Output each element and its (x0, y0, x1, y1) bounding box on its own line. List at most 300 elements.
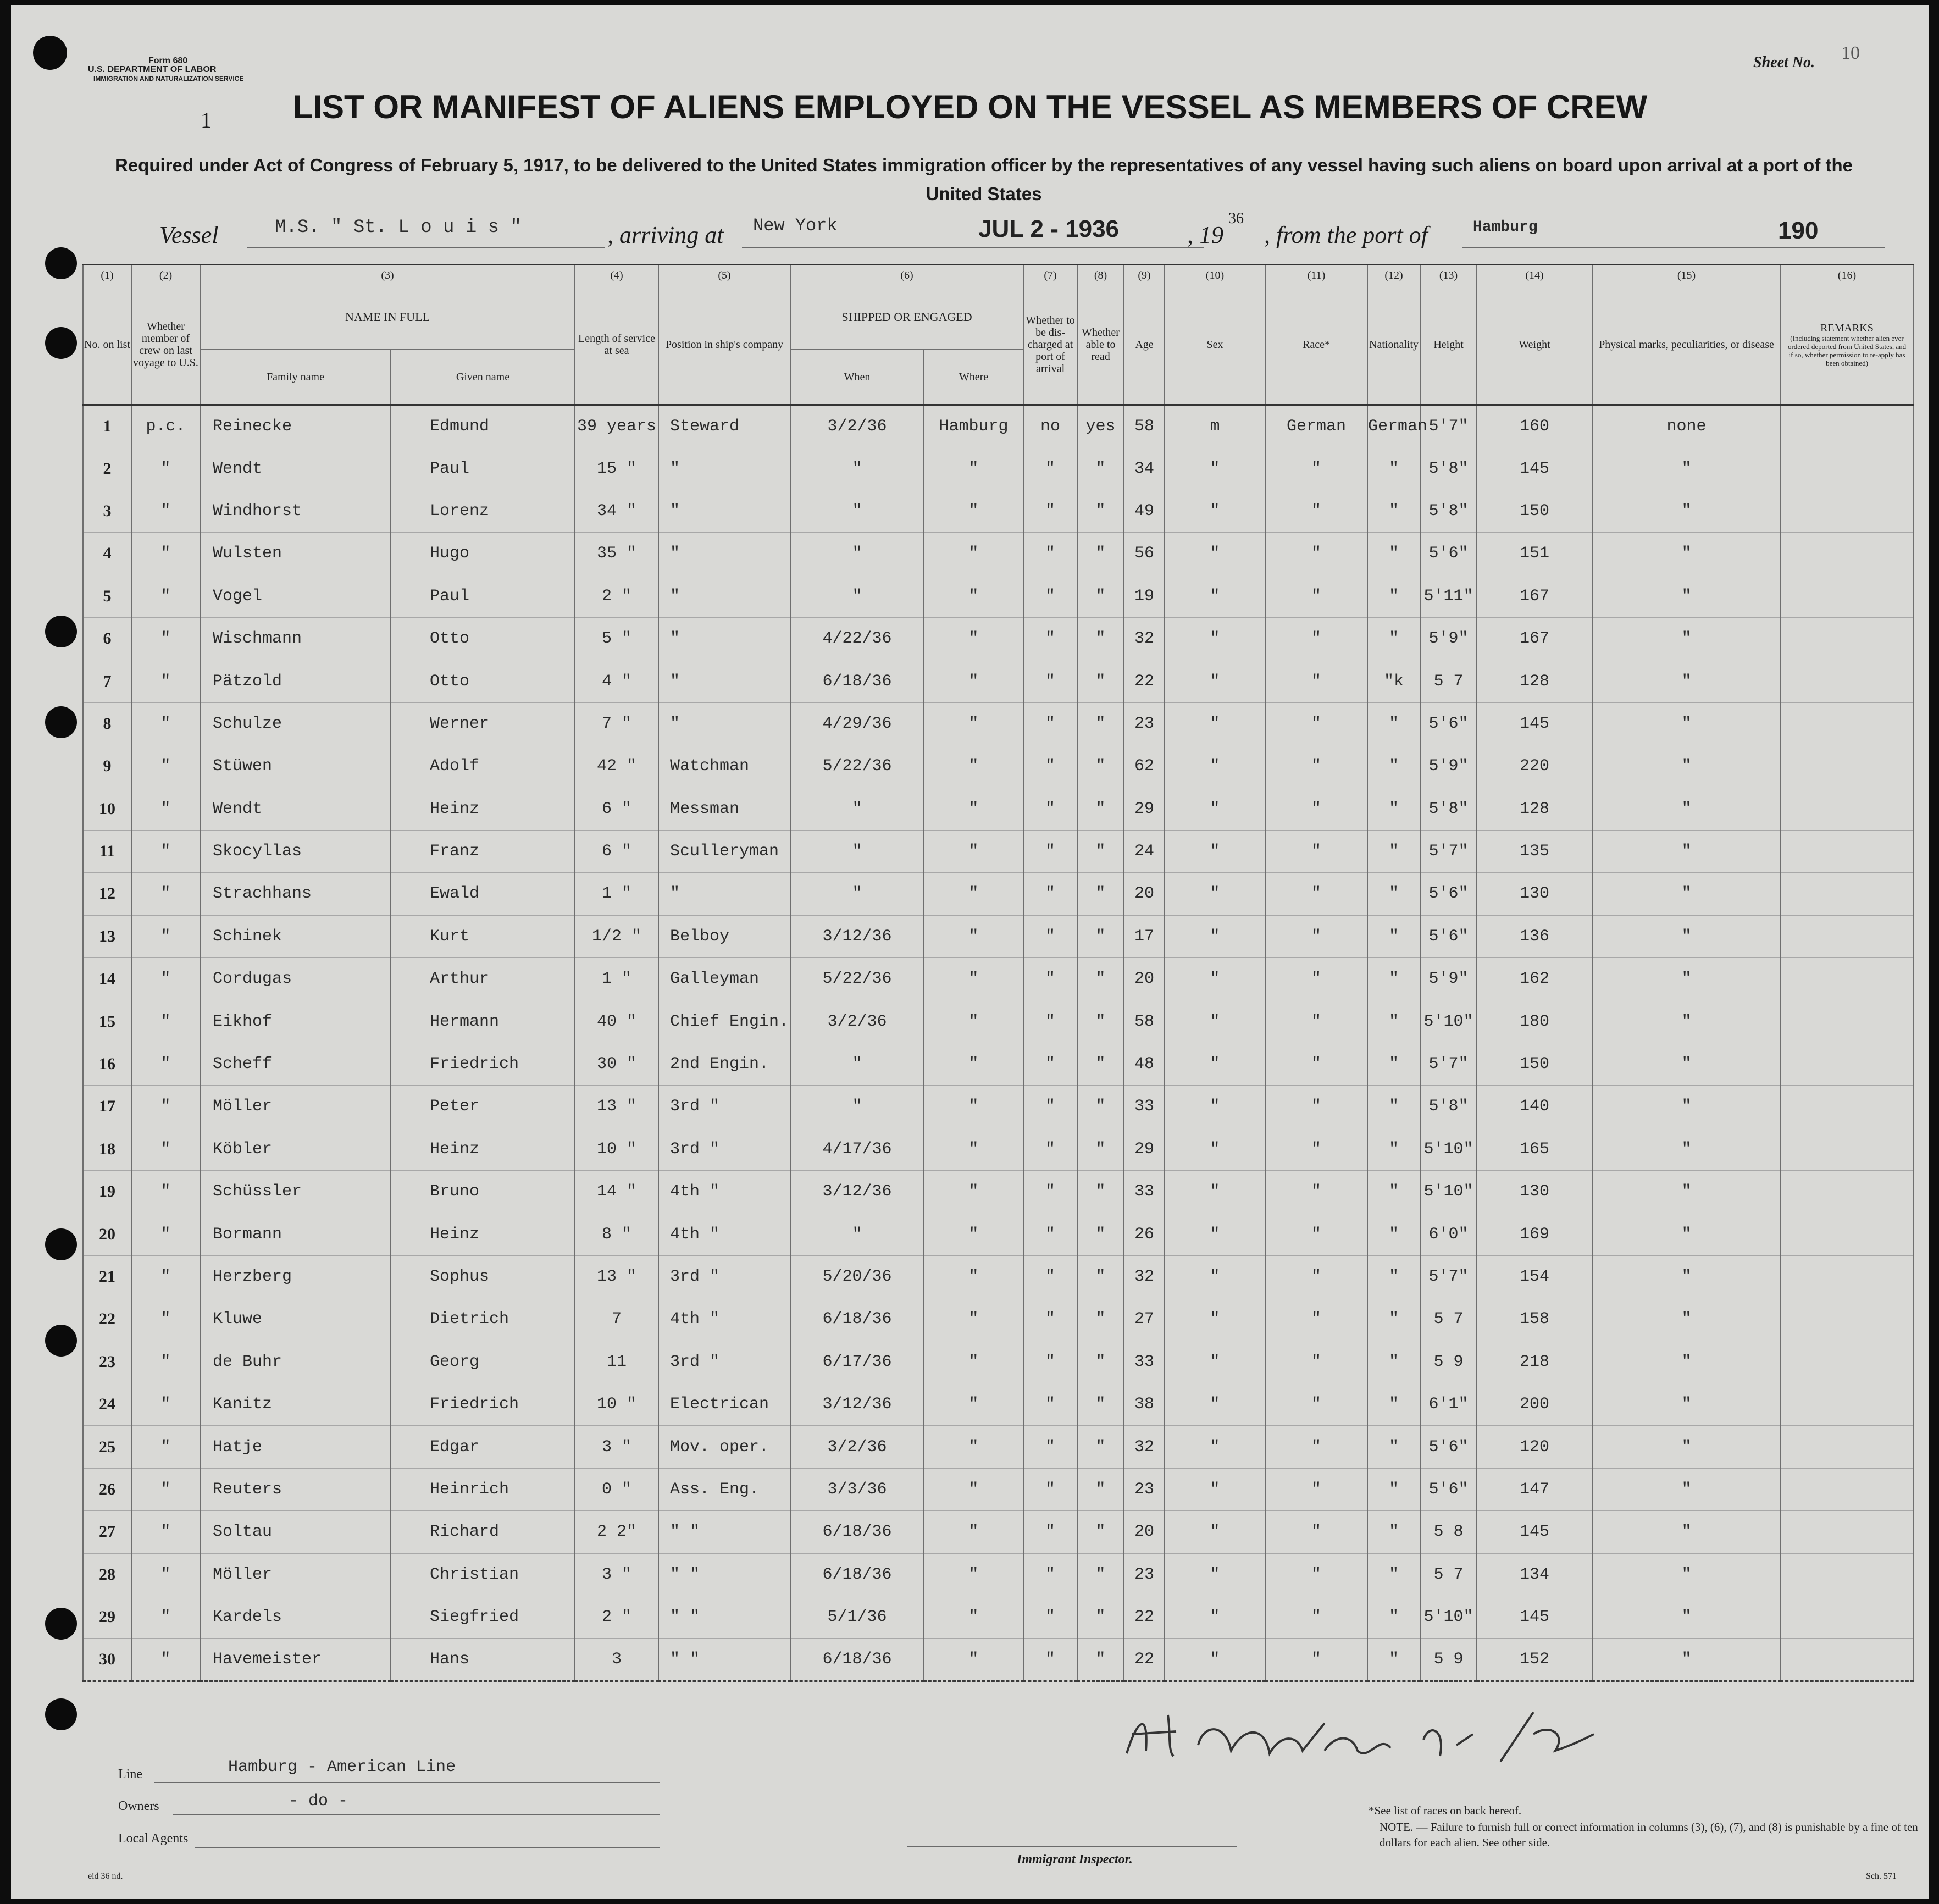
cell-read: " (1077, 1128, 1124, 1170)
cell-when: 6/18/36 (790, 1511, 924, 1553)
cell-height: 5'8" (1420, 447, 1477, 490)
cell-height: 5'11" (1420, 575, 1477, 617)
cell-when: " (790, 1213, 924, 1255)
cell-marks: " (1592, 702, 1781, 745)
cell-discharged: " (1023, 1468, 1077, 1510)
cell-prev: " (131, 1043, 200, 1085)
cell-nationality: " (1367, 958, 1420, 1000)
table-row (83, 1341, 1913, 1383)
cell-where: " (924, 617, 1023, 660)
cell-service: 0 " (575, 1468, 658, 1510)
cell-read: " (1077, 788, 1124, 830)
cell-prev: " (131, 1086, 200, 1128)
header-weight: Weight (1477, 285, 1592, 405)
table-row (83, 1511, 1913, 1553)
cell-read: " (1077, 533, 1124, 575)
cell-marks: " (1592, 830, 1781, 872)
cell-read: " (1077, 1298, 1124, 1341)
cell-no: 7 (83, 660, 131, 702)
cell-sex: " (1165, 788, 1265, 830)
cell-given: Paul (391, 447, 575, 490)
cell-where: " (924, 788, 1023, 830)
cell-prev: " (131, 1000, 200, 1043)
cell-where: " (924, 660, 1023, 702)
cell-position: Mov. oper. (658, 1426, 790, 1468)
cell-position: 3rd " (658, 1255, 790, 1298)
cell-service: 3 (575, 1639, 658, 1681)
cell-prev: " (131, 702, 200, 745)
cell-given: Hans (391, 1639, 575, 1681)
cell-read: " (1077, 1639, 1124, 1681)
cell-age: 38 (1124, 1383, 1165, 1425)
cell-position: " (658, 702, 790, 745)
cell-height: 5'6" (1420, 1426, 1477, 1468)
cell-nationality: " (1367, 1426, 1420, 1468)
cell-service: 5 " (575, 617, 658, 660)
cell-nationality: " (1367, 447, 1420, 490)
cell-where: " (924, 830, 1023, 872)
cell-nationality: " (1367, 1000, 1420, 1043)
cell-when: " (790, 1043, 924, 1085)
cell-discharged: " (1023, 830, 1077, 872)
cell-prev: " (131, 873, 200, 915)
cell-position: Steward (658, 405, 790, 447)
cell-sex: " (1165, 1383, 1265, 1425)
cell-read: " (1077, 490, 1124, 532)
cell-where: " (924, 1639, 1023, 1681)
column-number: (3) (200, 265, 575, 286)
cell-height: 5'6" (1420, 702, 1477, 745)
cell-race: " (1265, 958, 1367, 1000)
sheet-number: 10 (1841, 43, 1860, 63)
cell-position: 3rd " (658, 1086, 790, 1128)
cell-race: " (1265, 745, 1367, 788)
cell-read: " (1077, 830, 1124, 872)
cell-marks: " (1592, 1639, 1781, 1681)
cell-where: " (924, 1426, 1023, 1468)
cell-when: 3/12/36 (790, 1383, 924, 1425)
cell-nationality: " (1367, 1553, 1420, 1596)
cell-weight: 152 (1477, 1639, 1592, 1681)
cell-family: Hatje (200, 1426, 391, 1468)
cell-position: 4th " (658, 1213, 790, 1255)
cell-family: Stüwen (200, 745, 391, 788)
cell-when: " (790, 830, 924, 872)
table-row (83, 1255, 1913, 1298)
cell-family: Cordugas (200, 958, 391, 1000)
cell-remarks (1781, 1128, 1913, 1170)
cell-no: 28 (83, 1553, 131, 1596)
cell-read: " (1077, 1086, 1124, 1128)
column-number: (7) (1023, 265, 1077, 286)
table-row (83, 490, 1913, 532)
cell-no: 8 (83, 702, 131, 745)
cell-position: " (658, 660, 790, 702)
cell-age: 33 (1124, 1171, 1165, 1213)
cell-position: 4th " (658, 1298, 790, 1341)
arriving-label: , arriving at (607, 222, 724, 248)
cell-race: " (1265, 1298, 1367, 1341)
cell-service: 2 " (575, 1596, 658, 1638)
cell-nationality: "k (1367, 660, 1420, 702)
cell-position: 3rd " (658, 1128, 790, 1170)
table-row (83, 1128, 1913, 1170)
cell-height: 5'6" (1420, 915, 1477, 957)
cell-race: " (1265, 788, 1367, 830)
cell-no: 27 (83, 1511, 131, 1553)
cell-discharged: " (1023, 1426, 1077, 1468)
cell-age: 26 (1124, 1213, 1165, 1255)
cell-height: 6'1" (1420, 1383, 1477, 1425)
cell-weight: 128 (1477, 788, 1592, 830)
cell-marks: " (1592, 1043, 1781, 1085)
cell-height: 5'9" (1420, 958, 1477, 1000)
cell-read: " (1077, 1511, 1124, 1553)
table-row (83, 915, 1913, 957)
cell-discharged: " (1023, 1383, 1077, 1425)
cell-service: 1 " (575, 958, 658, 1000)
cell-sex: " (1165, 1639, 1265, 1681)
cell-age: 22 (1124, 1596, 1165, 1638)
cell-discharged: " (1023, 1341, 1077, 1383)
table-row (83, 1383, 1913, 1425)
cell-no: 1 (83, 405, 131, 447)
cell-given: Sophus (391, 1255, 575, 1298)
cell-no: 18 (83, 1128, 131, 1170)
cell-when: " (790, 490, 924, 532)
cell-remarks (1781, 660, 1913, 702)
cell-discharged: no (1023, 405, 1077, 447)
cell-race: " (1265, 1341, 1367, 1383)
cell-where: " (924, 958, 1023, 1000)
cell-age: 62 (1124, 745, 1165, 788)
cell-read: " (1077, 1383, 1124, 1425)
column-number: (8) (1077, 265, 1124, 286)
cell-service: 13 " (575, 1255, 658, 1298)
cell-where: " (924, 1043, 1023, 1085)
cell-read: " (1077, 660, 1124, 702)
cell-race: " (1265, 575, 1367, 617)
cell-prev: " (131, 1341, 200, 1383)
cell-remarks (1781, 1596, 1913, 1638)
cell-marks: " (1592, 915, 1781, 957)
cell-given: Heinz (391, 788, 575, 830)
cell-read: " (1077, 915, 1124, 957)
cell-where: " (924, 1383, 1023, 1425)
cell-where: Hamburg (924, 405, 1023, 447)
cell-sex: " (1165, 1255, 1265, 1298)
table-row (83, 533, 1913, 575)
cell-position: " (658, 490, 790, 532)
cell-prev: " (131, 533, 200, 575)
owners-value: - do - (289, 1792, 348, 1811)
cell-discharged: " (1023, 617, 1077, 660)
cell-family: Skocyllas (200, 830, 391, 872)
cell-height: 5'10" (1420, 1128, 1477, 1170)
cell-read: " (1077, 1171, 1124, 1213)
cell-read: " (1077, 1596, 1124, 1638)
cell-race: " (1265, 490, 1367, 532)
header-position: Position in ship's company (658, 285, 790, 405)
cell-nationality: " (1367, 490, 1420, 532)
cell-remarks (1781, 490, 1913, 532)
cell-nationality: " (1367, 873, 1420, 915)
cell-when: 6/18/36 (790, 1298, 924, 1341)
cell-read: " (1077, 1426, 1124, 1468)
cell-when: 6/18/36 (790, 1639, 924, 1681)
cell-sex: " (1165, 1171, 1265, 1213)
table-row (83, 660, 1913, 702)
cell-where: " (924, 1298, 1023, 1341)
cell-weight: 151 (1477, 533, 1592, 575)
cell-when: 3/2/36 (790, 405, 924, 447)
cell-position: " (658, 533, 790, 575)
cell-marks: " (1592, 1171, 1781, 1213)
cell-nationality: " (1367, 745, 1420, 788)
table-row (83, 830, 1913, 872)
cell-position: 4th " (658, 1171, 790, 1213)
cell-sex: " (1165, 533, 1265, 575)
cell-age: 17 (1124, 915, 1165, 957)
cell-weight: 150 (1477, 490, 1592, 532)
cell-sex: " (1165, 830, 1265, 872)
cell-marks: " (1592, 1383, 1781, 1425)
cell-height: 5'9" (1420, 617, 1477, 660)
cell-position: Belboy (658, 915, 790, 957)
binder-hole (33, 36, 67, 70)
header-remarks-note: (Including statement whether alien ever ordered deported from United States, and if so, whether permission to re-apply has been obtained) (1787, 334, 1907, 367)
form-number: Form 680 (148, 56, 188, 65)
cell-discharged: " (1023, 660, 1077, 702)
cell-nationality: " (1367, 1128, 1420, 1170)
cell-service: 6 " (575, 788, 658, 830)
cell-family: Herzberg (200, 1255, 391, 1298)
cell-race: " (1265, 1383, 1367, 1425)
cell-height: 5 7 (1420, 1298, 1477, 1341)
cell-no: 6 (83, 617, 131, 660)
cell-height: 5'8" (1420, 490, 1477, 532)
cell-given: Heinz (391, 1128, 575, 1170)
cell-age: 56 (1124, 533, 1165, 575)
cell-service: 34 " (575, 490, 658, 532)
cell-family: Wendt (200, 788, 391, 830)
cell-service: 14 " (575, 1171, 658, 1213)
column-number: (16) (1781, 265, 1913, 286)
cell-age: 32 (1124, 617, 1165, 660)
header-nationality: Nationality (1367, 285, 1420, 405)
column-number: (2) (131, 265, 200, 286)
header-remarks-title: REMARKS (1820, 322, 1874, 334)
cell-race: " (1265, 1213, 1367, 1255)
cell-discharged: " (1023, 575, 1077, 617)
cell-when: 3/2/36 (790, 1426, 924, 1468)
cell-remarks (1781, 575, 1913, 617)
cell-nationality: " (1367, 1468, 1420, 1510)
cell-nationality: " (1367, 915, 1420, 957)
cell-remarks (1781, 1298, 1913, 1341)
cell-sex: " (1165, 1426, 1265, 1468)
cell-service: 13 " (575, 1086, 658, 1128)
cell-sex: " (1165, 490, 1265, 532)
cell-no: 2 (83, 447, 131, 490)
cell-when: 6/17/36 (790, 1341, 924, 1383)
cell-family: Möller (200, 1553, 391, 1596)
cell-given: Otto (391, 660, 575, 702)
table-row (83, 1086, 1913, 1128)
binder-hole (45, 616, 77, 647)
cell-race: " (1265, 1255, 1367, 1298)
cell-sex: " (1165, 447, 1265, 490)
column-number: (9) (1124, 265, 1165, 286)
cell-remarks (1781, 915, 1913, 957)
header-previous-voyage: Whether member of crew on last voyage to U.S. (131, 285, 200, 405)
cell-sex: m (1165, 405, 1265, 447)
arrival-date-stamp: JUL 2 - 1936 (978, 215, 1120, 242)
cell-sex: " (1165, 1043, 1265, 1085)
column-number: (14) (1477, 265, 1592, 286)
cell-sex: " (1165, 575, 1265, 617)
cell-no: 10 (83, 788, 131, 830)
cell-position: Electrican (658, 1383, 790, 1425)
cell-service: 3 " (575, 1553, 658, 1596)
cell-weight: 167 (1477, 575, 1592, 617)
cell-when: " (790, 575, 924, 617)
cell-prev: " (131, 1383, 200, 1425)
cell-no: 25 (83, 1426, 131, 1468)
cell-remarks (1781, 745, 1913, 788)
cell-discharged: " (1023, 1596, 1077, 1638)
cell-height: 5 9 (1420, 1639, 1477, 1681)
cell-when: 4/29/36 (790, 702, 924, 745)
cell-discharged: " (1023, 745, 1077, 788)
penalty-note (1380, 1819, 1929, 1850)
cell-position: Watchman (658, 745, 790, 788)
cell-position: 3rd " (658, 1341, 790, 1383)
cell-discharged: " (1023, 788, 1077, 830)
inspector-label: Immigrant Inspector. (1017, 1852, 1133, 1867)
cell-when: " (790, 788, 924, 830)
header-race: Race* (1265, 285, 1367, 405)
cell-read: " (1077, 745, 1124, 788)
cell-family: Havemeister (200, 1639, 391, 1681)
cell-remarks (1781, 1000, 1913, 1043)
cell-no: 12 (83, 873, 131, 915)
cell-race: " (1265, 1043, 1367, 1085)
cell-remarks (1781, 1511, 1913, 1553)
cell-weight: 165 (1477, 1128, 1592, 1170)
cell-race: " (1265, 873, 1367, 915)
header-where: Where (924, 350, 1023, 405)
cell-prev: " (131, 1171, 200, 1213)
table-row (83, 1213, 1913, 1255)
cell-sex: " (1165, 958, 1265, 1000)
cell-marks: " (1592, 1128, 1781, 1170)
cell-prev: " (131, 1128, 200, 1170)
header-list-number: No. on list (83, 285, 131, 405)
binder-hole (45, 1325, 77, 1357)
cell-given: Adolf (391, 745, 575, 788)
cell-family: Vogel (200, 575, 391, 617)
cell-weight: 218 (1477, 1341, 1592, 1383)
cell-marks: " (1592, 490, 1781, 532)
cell-weight: 200 (1477, 1383, 1592, 1425)
document-subtitle: Required under Act of Congress of February 5, 1917, to be delivered to the United States immigration officer by the representatives of any vessel having such aliens on board upon arrival at a port of the United States (114, 155, 1853, 204)
cell-given: Dietrich (391, 1298, 575, 1341)
cell-height: 5'7" (1420, 1255, 1477, 1298)
table-row (83, 617, 1913, 660)
cell-remarks (1781, 1426, 1913, 1468)
cell-weight: 162 (1477, 958, 1592, 1000)
header-able-to-read: Whether able to read (1077, 285, 1124, 405)
cell-discharged: " (1023, 1553, 1077, 1596)
cell-age: 23 (1124, 1553, 1165, 1596)
cell-prev: " (131, 830, 200, 872)
cell-race: " (1265, 1086, 1367, 1128)
cell-race: " (1265, 1639, 1367, 1681)
cell-height: 5 7 (1420, 1553, 1477, 1596)
header-discharged: Whether to be dis-charged at port of arrival (1023, 285, 1077, 405)
cell-family: Wendt (200, 447, 391, 490)
cell-sex: " (1165, 702, 1265, 745)
cell-marks: none (1592, 405, 1781, 447)
cell-no: 14 (83, 958, 131, 1000)
cell-nationality: " (1367, 1213, 1420, 1255)
column-number: (1) (83, 265, 131, 286)
cell-family: de Buhr (200, 1341, 391, 1383)
cell-height: 5'10" (1420, 1171, 1477, 1213)
cell-sex: " (1165, 1468, 1265, 1510)
cell-no: 3 (83, 490, 131, 532)
cell-remarks (1781, 830, 1913, 872)
cell-where: " (924, 1596, 1023, 1638)
cell-height: 5'6" (1420, 1468, 1477, 1510)
cell-sex: " (1165, 1596, 1265, 1638)
cell-prev: " (131, 1213, 200, 1255)
cell-given: Christian (391, 1553, 575, 1596)
table-row (83, 1171, 1913, 1213)
cell-age: 29 (1124, 1128, 1165, 1170)
cell-given: Kurt (391, 915, 575, 957)
cell-no: 13 (83, 915, 131, 957)
header-given-name: Given name (391, 350, 575, 405)
cell-given: Franz (391, 830, 575, 872)
cell-race: " (1265, 1426, 1367, 1468)
cell-race: " (1265, 702, 1367, 745)
header-name-in-full: NAME IN FULL (200, 285, 575, 350)
from-port-label: , from the port of (1264, 222, 1428, 248)
cell-marks: " (1592, 660, 1781, 702)
cell-where: " (924, 490, 1023, 532)
cell-given: Edmund (391, 405, 575, 447)
cell-no: 16 (83, 1043, 131, 1085)
cell-height: 5'9" (1420, 745, 1477, 788)
cell-read: " (1077, 1468, 1124, 1510)
cell-read: " (1077, 617, 1124, 660)
cell-age: 20 (1124, 873, 1165, 915)
cell-race: " (1265, 660, 1367, 702)
cell-family: Soltau (200, 1511, 391, 1553)
cell-where: " (924, 1553, 1023, 1596)
cell-remarks (1781, 1383, 1913, 1425)
cell-position: " " (658, 1511, 790, 1553)
cell-family: Pätzold (200, 660, 391, 702)
cell-height: 5 7 (1420, 660, 1477, 702)
cell-age: 20 (1124, 958, 1165, 1000)
cell-given: Edgar (391, 1426, 575, 1468)
year-prefix: , 19 (1187, 222, 1223, 248)
cell-no: 11 (83, 830, 131, 872)
cell-service: 30 " (575, 1043, 658, 1085)
